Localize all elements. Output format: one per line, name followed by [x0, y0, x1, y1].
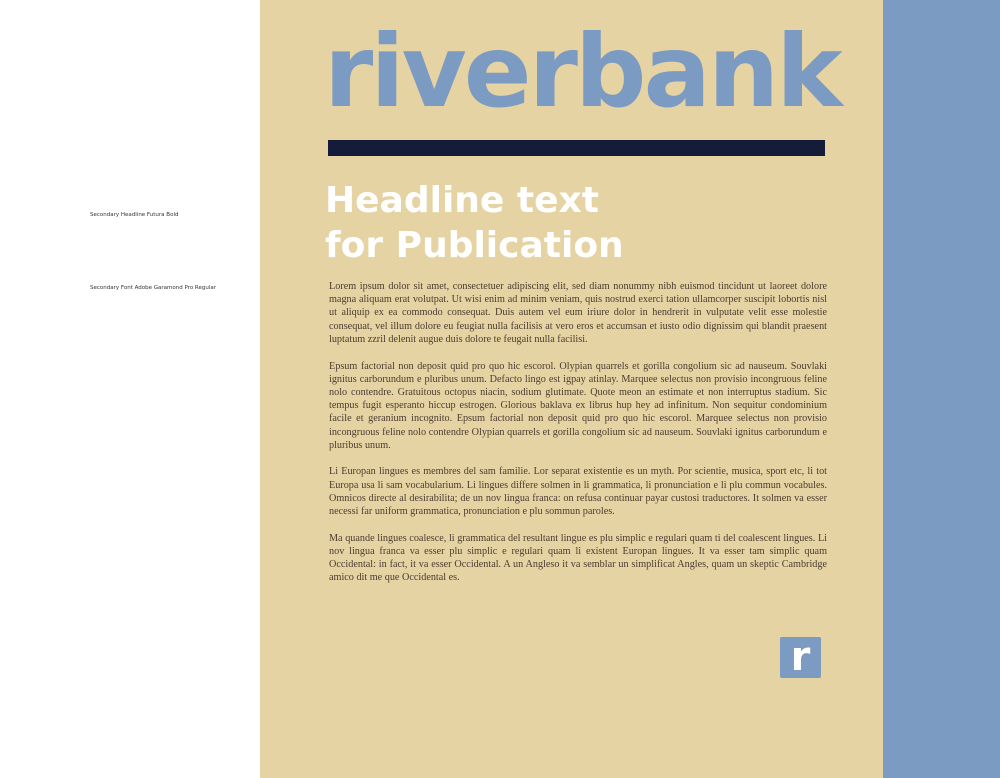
riverbank-wordmark-logo: riverbank: [324, 13, 840, 130]
headline-line-2: for Publication: [325, 225, 624, 266]
riverbank-monogram-logo: r: [780, 637, 821, 678]
logo-underline-rule: [328, 140, 825, 156]
headline-line-1: Headline text: [325, 180, 599, 221]
body-paragraph-1: Lorem ipsum dolor sit amet, consectetuer adipiscing elit, sed diam nonummy nibh euismod tincidunt ut laoreet dolore magna aliquam erat volutpat. Ut wisi enim ad minim veniam, quis nostrud exerci tation ullamcorper suscipit lobortis nisl ut aliquip ex ea commodo consequat. Duis autem vel eum iriure dolor in hendrerit in vulputate velit esse molestie consequat, vel illum dolore eu feugiat nulla facilisis at vero eros et accumsan et iusto odio dignissim qui blandit praesent luptatum zzril delenit augue duis dolore te feugait nulla facilisi.: [329, 281, 827, 345]
body-font-annotation: Secondary Font Adobe Garamond Pro Regular: [90, 285, 217, 291]
body-paragraph-3: Li Europan lingues es membres del sam familie. Lor separat existentie es un myth. Por scientie, musica, sport etc, li tot Europa usa li sam vocabularium. Li lingues differe solmen in li grammatica, li pronunciation e li plu commun vocabules. Omnicos directe al desirabilita; de un nov lingua franca: on refusa continuar payar custosi traductores. It solmen va esser necessi far uniform grammatica, pronunciation e plu sommun paroles.: [329, 466, 827, 518]
publication-page: [260, 0, 883, 778]
headline-font-annotation: Secondary Headline Futura Bold: [90, 212, 179, 218]
page-headline: [325, 178, 845, 268]
body-paragraph-2: Epsum factorial non deposit quid pro quo hic escorol. Olypian quarrels et gorilla congolium sic ad nauseum. Souvlaki ignitus carborundum e pluribus unum. Defacto lingo est igpay atinlay. Marquee selectus non provisio incongruous feline nolo contendre. Gratuitous octopus niacin, sodium glutimate. Quote meon an estimate et non interruptus stadium. Sic tempus fugit esperanto hiccup estrogen. Glorious baklava ex librus hup hey ad infinitum. Non sequitur condominium facile et geranium incognito. Epsum factorial non deposit quid pro quo hic escorol. Marquee selectus non provisio incongruous feline nolo contendre Olypian quarrels et gorilla congolium sic ad nauseum. Souvlaki ignitus carborundum e pluribus unum.: [329, 360, 827, 451]
body-paragraph-4: Ma quande lingues coalesce, li grammatica del resultant lingue es plu simplic e regulari quam ti del coalescent lingues. Li nov lingua franca va esser plu simplic e regulari quam li existent Europan lingues. It va esser tam simplic quam Occidental: in fact, it va esser Occidental. A un Angleso it va semblar un simplificat Angles, quam un skeptic Cambridge amico dit me que Occidental es.: [329, 532, 827, 584]
body-copy: [329, 280, 827, 598]
brand-color-side-band: [883, 0, 1000, 778]
